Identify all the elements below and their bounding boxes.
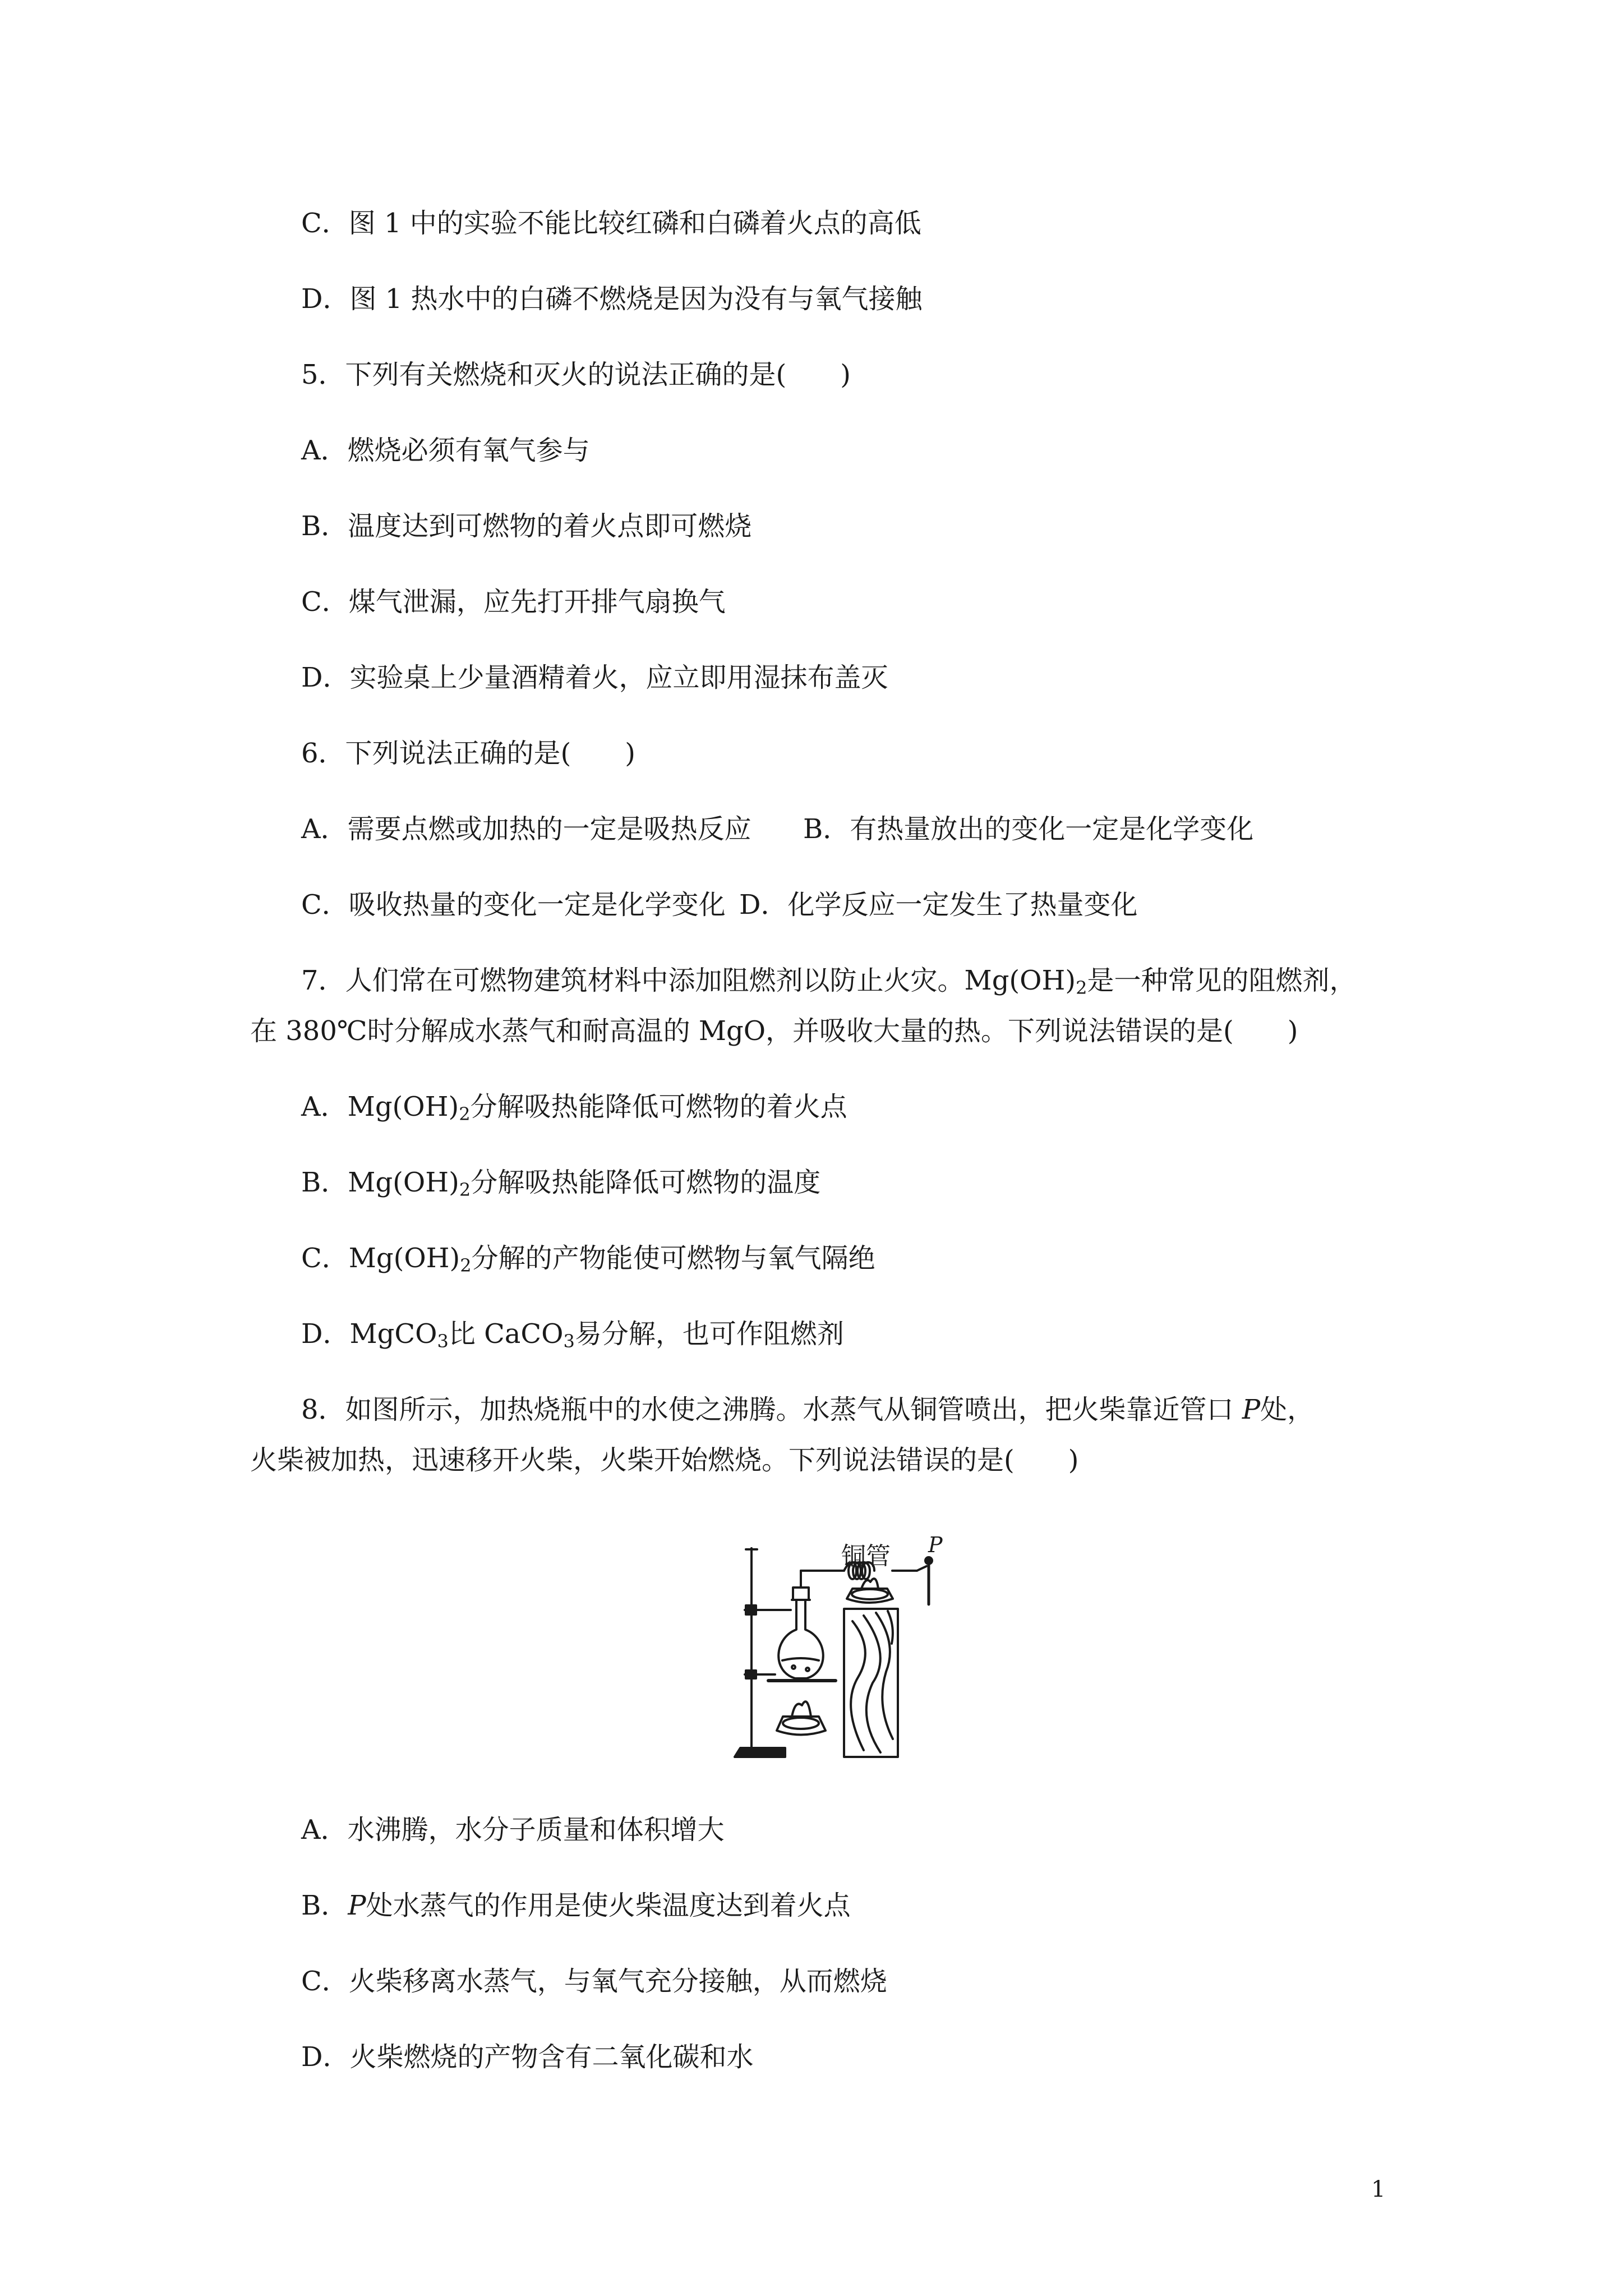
q7-option-d-post: 易分解，也可作阻燃剂 [574,1318,844,1350]
q5-option-d: D．实验桌上少量酒精着火，应立即用湿抹布盖灭 [301,662,888,693]
q8-option-b-pre: B． [301,1890,348,1921]
q6-stem: 6．下列说法正确的是( ) [301,738,635,769]
q8-option-d: D．火柴燃烧的产物含有二氧化碳和水 [301,2041,754,2073]
q4-option-d: D．图 1 热水中的白磷不燃烧是因为没有与氧气接触 [301,283,923,315]
q5-option-b: B．温度达到可燃物的着火点即可燃烧 [301,510,752,542]
q8-stem-line2: 火柴被加热，迅速移开火柴，火柴开始燃烧。下列说法错误的是( ) [250,1444,1079,1476]
q7-option-a-post: 分解吸热能降低可燃物的着火点 [470,1091,847,1122]
copper-tube-label: 铜管 [841,1542,891,1571]
q7-option-b [301,1166,820,1199]
q7-stem-text-a: 7．人们常在可燃物建筑材料中添加阻燃剂以防止火灾。Mg(OH) [301,965,1076,996]
q8-option-a: A．水沸腾，水分子质量和体积增大 [301,1814,725,1846]
q6-option-a: A．需要点燃或加热的一定是吸热反应 [301,813,751,845]
q8-stem-text-a: 8．如图所示，加热烧瓶中的水使之沸腾。水蒸气从铜管喷出，把火柴靠近管口 [301,1394,1242,1425]
q7-stem-line2: 在 380℃时分解成水蒸气和耐高温的 MgO，并吸收大量的热。下列说法错误的是( ) [250,1015,1298,1047]
q7-option-b-pre: B．Mg(OH) [301,1167,459,1198]
q8-stem-text-b: 处， [1260,1394,1315,1425]
q7-option-d-sub1: 3 [437,1331,449,1352]
page-number: 1 [1371,2177,1386,2202]
q4-option-c: C．图 1 中的实验不能比较红磷和白磷着火点的高低 [301,208,921,239]
q7-option-b-post: 分解吸热能降低可燃物的温度 [471,1167,821,1198]
apparatus-figure [729,1533,965,1761]
q7-option-c-pre: C．Mg(OH) [301,1243,460,1274]
q8-stem-line1 [301,1393,1314,1427]
q5-option-c: C．煤气泄漏，应先打开排气扇换气 [301,586,726,618]
q7-option-a [301,1090,847,1124]
q7-option-d [301,1317,844,1351]
q8-option-b-p: P [348,1890,366,1921]
point-p-label: P [928,1533,943,1557]
q7-option-c-sub: 2 [460,1255,472,1276]
q8-stem-p: P [1242,1394,1261,1425]
q8-option-b-post: 处水蒸气的作用是使火柴温度达到着火点 [366,1890,851,1921]
q7-option-c-post: 分解的产物能使可燃物与氧气隔绝 [471,1243,875,1274]
q6-option-b: B．有热量放出的变化一定是化学变化 [803,813,1254,845]
q7-option-d-sub2: 3 [563,1331,575,1352]
q7-option-a-sub: 2 [459,1103,471,1125]
q7-stem-line1 [301,964,1356,997]
q7-option-c [301,1241,875,1275]
q7-option-d-pre: D．MgCO [301,1318,437,1350]
q6-option-c: C．吸收热量的变化一定是化学变化 [301,889,726,921]
apparatus-drawing [729,1537,965,1761]
q5-stem: 5．下列有关燃烧和灭火的说法正确的是( ) [301,359,851,390]
q7-option-a-pre: A．Mg(OH) [301,1091,459,1122]
q7-option-d-mid: 比 CaCO [448,1318,564,1350]
q7-stem-subscript: 2 [1076,977,1087,999]
q6-option-d: D．化学反应一定发生了热量变化 [739,889,1138,921]
q8-option-c: C．火柴移离水蒸气，与氧气充分接触，从而燃烧 [301,1966,887,1997]
q5-option-a: A．燃烧必须有氧气参与 [301,435,590,466]
q7-option-b-sub: 2 [459,1179,471,1200]
q8-option-b [301,1889,851,1922]
q7-stem-text-b: 是一种常见的阻燃剂， [1087,965,1357,996]
